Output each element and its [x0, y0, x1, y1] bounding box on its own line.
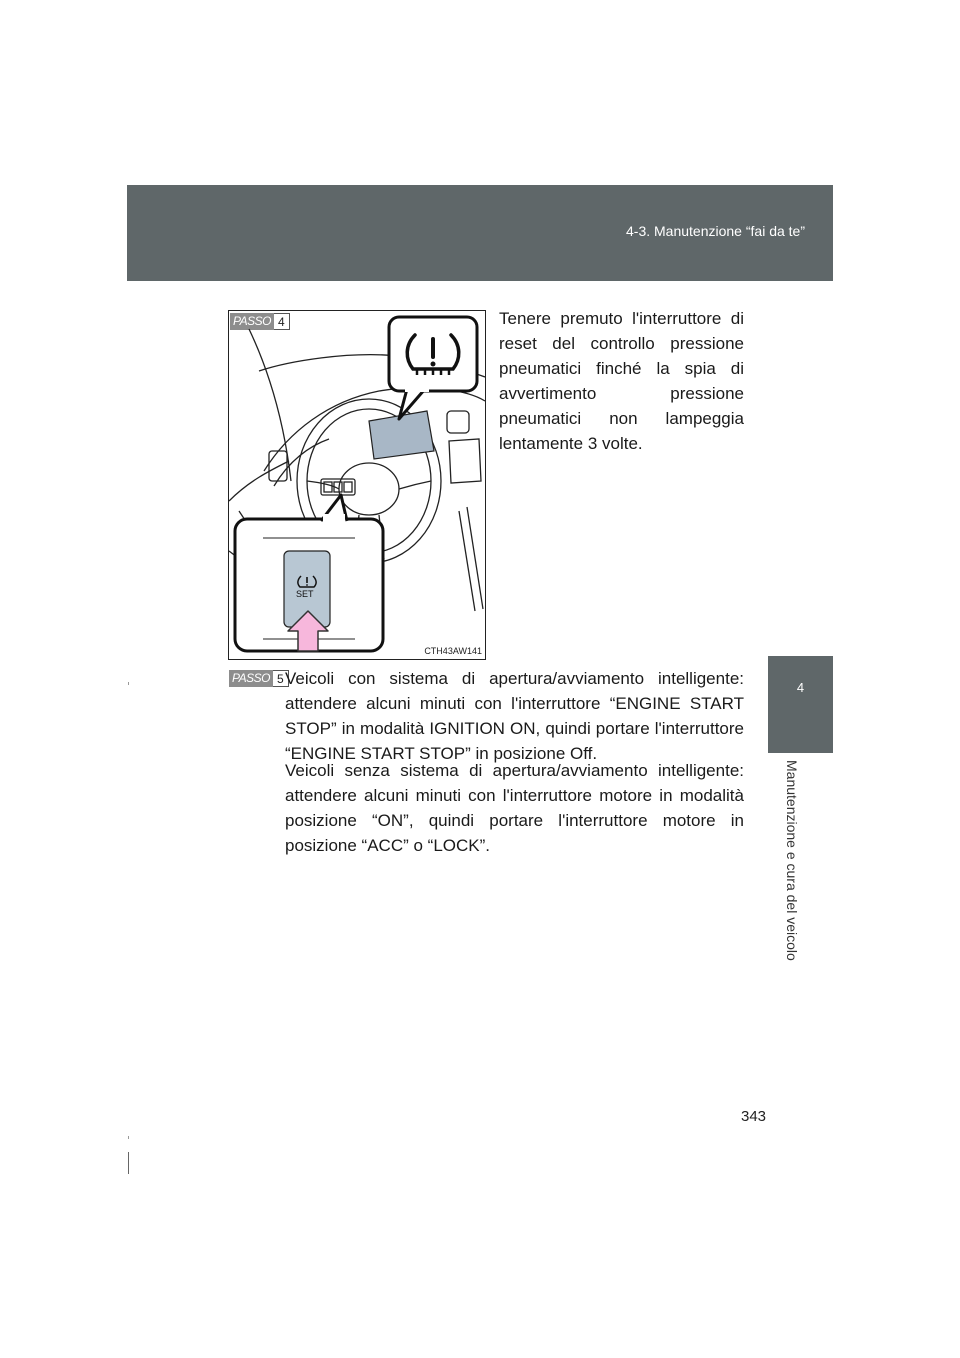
margin-mark	[128, 1152, 129, 1174]
step-5-text-no-smart-key: Veicoli senza sistema di apertura/avviamento intelligente: attendere alcuni minuti con l'interruttore motore in modalità posizione “ON”, quindi portare l'interruttore motore in posizione “ACC” o “LOCK”.	[285, 761, 744, 855]
step-5-text-smart-key: Veicoli con sistema di apertura/avviamento intelligente: attendere alcuni minuti con l'interruttore “ENGINE START STOP” in modalità IGNITION ON, quindi portare l'interruttore “ENGINE START STOP” in posizione Off.	[285, 669, 744, 763]
section-header	[127, 185, 833, 281]
section-title: 4-3. Manutenzione “fai da te”	[626, 223, 805, 239]
page-number: 343	[741, 1108, 767, 1125]
chapter-tab	[768, 656, 833, 753]
step-4-text: Tenere premuto l'interruttore di reset del controllo pressione pneumatici finché la spia di avvertimento pressione pneumatici non lampeggia lentamente 3 volte.	[499, 309, 744, 453]
tire-pressure-warning-icon	[403, 329, 463, 379]
dashboard-illustration	[228, 310, 486, 660]
step-4-badge: PASSO 4	[230, 313, 290, 330]
set-button-label: SET	[296, 589, 314, 599]
chapter-number: 4	[796, 680, 805, 695]
press-arrow-icon	[286, 609, 330, 653]
figure-code: CTH43AW141	[424, 646, 482, 656]
chapter-label: Manutenzione e cura del veicolo	[784, 760, 800, 961]
step-5-badge: PASSO 5	[229, 670, 289, 687]
margin-dot	[128, 682, 129, 685]
margin-dot	[128, 1136, 129, 1139]
